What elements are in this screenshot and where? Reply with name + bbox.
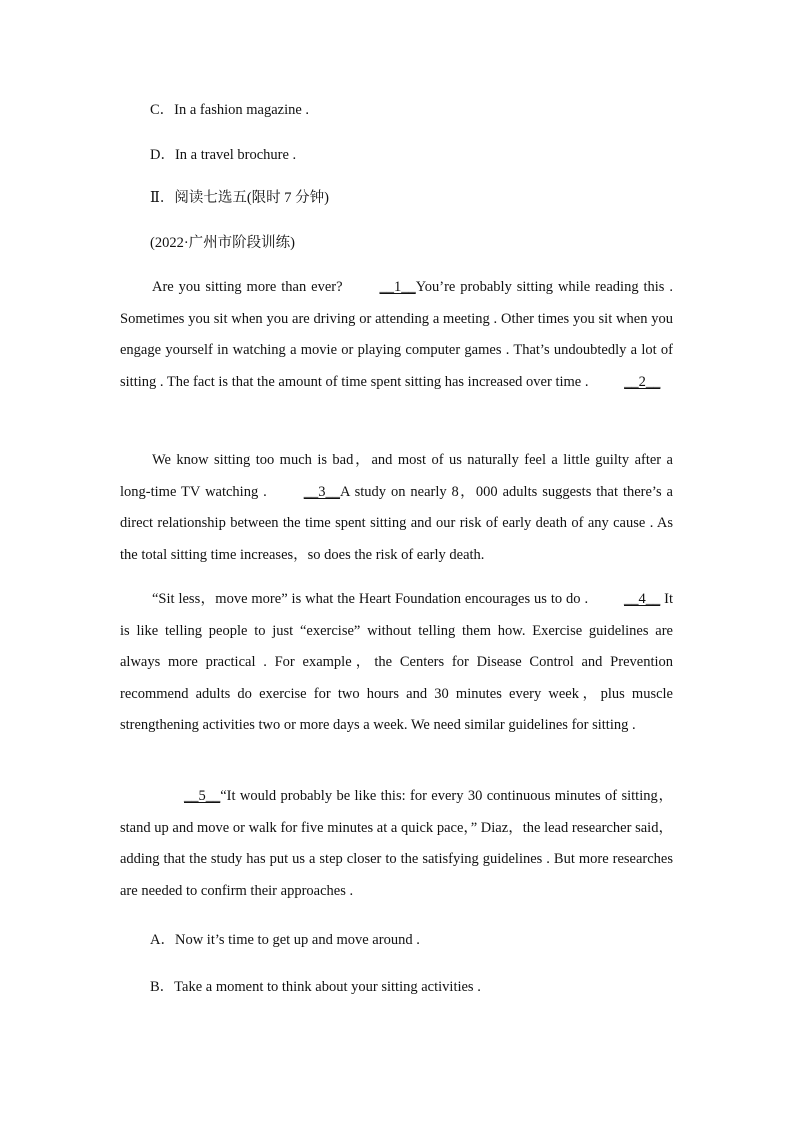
section-heading: Ⅱ．阅读七选五(限时 7 分钟) [150,190,330,206]
paragraph-2-text-b: A study on nearly 8，000 adults suggests that there’s a direct relationship between the time spent sitting and our risk of early death of any cause . As the total sitting time increases，so does the risk of early death. [120,483,673,563]
paragraph-1-text-a: Are you sitting more than ever? [152,279,348,295]
blank-5: __5__ [184,788,221,804]
option-c: C．In a fashion magazine . [150,102,310,118]
option-d: D．In a travel brochure . [150,147,297,163]
paragraph-4 [120,781,673,907]
blank-3: __3__ [303,483,340,500]
paragraph-3-text-b: It is like telling people to just “exercise” without telling them how. Exercise guidelines are always more practical . For example，the Centers for Disease Control and Prevention recommend adults do exercise for two hours and 30 minutes every week，plus muscle strengthening activities two or more days a week. We need similar guidelines for sitting . [120,591,674,733]
paragraph-4-text: “It would probably be like this: for every 30 continuous minutes of sitting，stand up and move or walk for five minutes at a quick pace，” Diaz，the lead researcher said，adding that the study has put us a step closer to the satisfying guidelines . But more researches are needed to confirm their approaches . [120,788,673,899]
option-b: B．Take a moment to think about your sitting activities . [150,979,481,995]
paragraph-1-text-b: You’re probably sitting while reading this . Sometimes you sit when you are driving or attending a meeting . Other times you sit when you engage yourself in watching a movie or playing computer games . That’s undoubtedly a lot of sitting . The fact is that the amount of time spent sitting has increased over time . [120,279,674,390]
blank-4: __4__ [623,591,661,607]
section-source: (2022·广州市阶段训练) [150,235,295,251]
paragraph-1 [120,272,673,398]
option-a: A．Now it’s time to get up and move around . [150,932,420,948]
paragraph-2 [120,445,673,571]
paragraph-2-text-a: We know sitting too much is bad，and most of us naturally feel a little guilty after a long-time TV watching . [120,452,673,500]
paragraph-3 [120,584,673,742]
blank-1: __1__ [379,279,416,295]
paragraph-3-text-a: “Sit less，move more” is what the Heart Foundation encourages us to do . [152,591,592,607]
blank-2: __2__ [624,373,661,390]
